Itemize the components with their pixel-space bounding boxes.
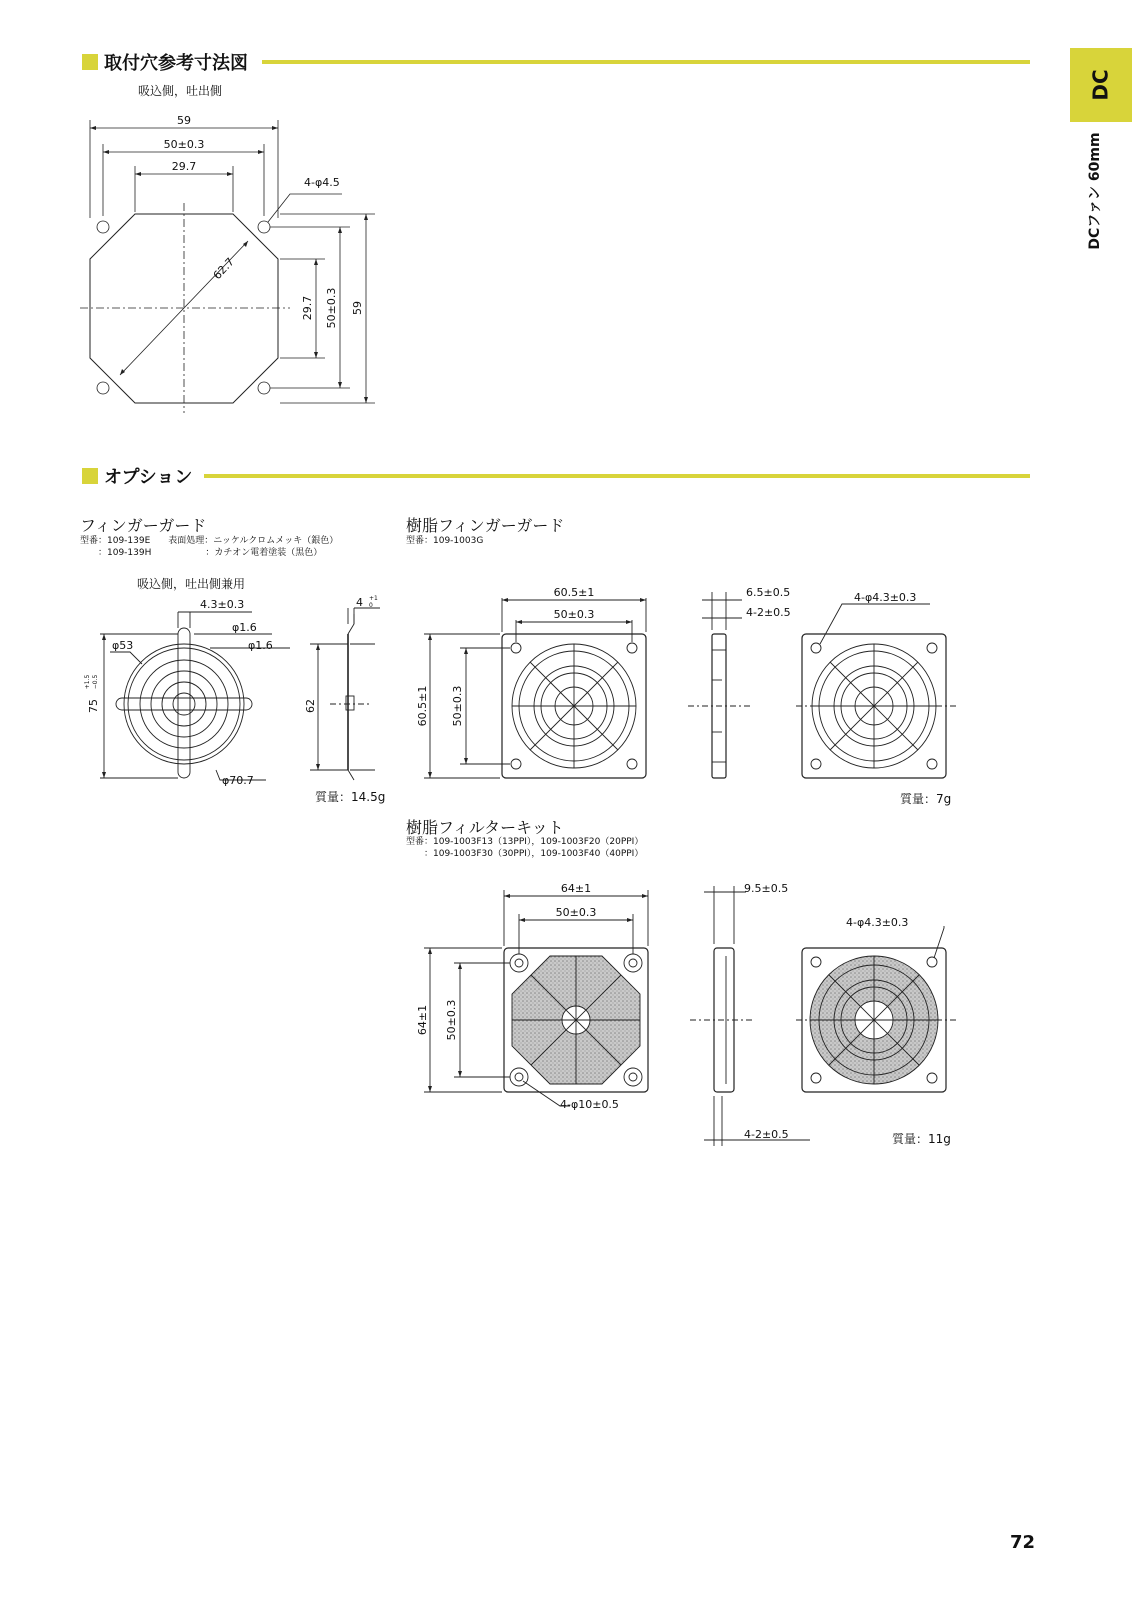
fg-dim-wire1: φ1.6 bbox=[232, 621, 257, 634]
section-rule bbox=[204, 474, 1030, 478]
section-header-mounting bbox=[82, 50, 248, 74]
finger-guard-drawing bbox=[80, 594, 400, 800]
fg-dim-ring: φ53 bbox=[112, 639, 134, 652]
fk-dim-thick: 9.5±0.5 bbox=[744, 882, 789, 895]
fg-dim-wire2: φ1.6 bbox=[248, 639, 273, 652]
fk-dim-outer-w: 64±1 bbox=[560, 882, 592, 895]
resin-guard-drawing bbox=[410, 580, 970, 790]
dim-flat-width: 29.7 bbox=[171, 160, 197, 173]
fg-dim-height: 75 bbox=[87, 699, 100, 713]
dim-pitch-width: 50±0.3 bbox=[163, 138, 205, 151]
filter-kit-model-1: 型番：109-1003F13（13PPI），109-1003F20（20PPI） bbox=[406, 837, 644, 847]
resin-guard-model: 型番：109-1003G bbox=[406, 536, 484, 546]
finger-guard-model-1: 型番：109-139E 表面処理：ニッケルクロムメッキ（銀色） bbox=[80, 536, 339, 546]
fg-dim-pitch: 4.3±0.3 bbox=[200, 598, 245, 611]
finger-guard-caption: 吸込側，吐出側兼用 bbox=[137, 577, 246, 591]
section-header-options bbox=[82, 464, 192, 488]
page-number: 72 bbox=[1010, 1532, 1036, 1553]
dim-flat-height: 29.7 bbox=[301, 295, 314, 321]
filter-kit-drawing bbox=[410, 876, 970, 1146]
filter-kit-title: 樹脂フィルターキット bbox=[406, 818, 564, 837]
dim-overall-height: 59 bbox=[351, 301, 364, 315]
fk-dim-thick2: 4-2±0.5 bbox=[744, 1128, 789, 1141]
fg-dim-tol-up: +1.5 bbox=[84, 674, 91, 690]
rg-dim-outer-h: 60.5±1 bbox=[416, 685, 429, 727]
finger-guard-title: フィンガーガード bbox=[80, 516, 207, 535]
rg-dim-pitch-w: 50±0.3 bbox=[553, 608, 595, 621]
finger-guard-mass: 質量：14.5g bbox=[315, 790, 386, 804]
rg-dim-thick: 6.5±0.5 bbox=[746, 586, 791, 599]
mounting-hole-drawing bbox=[80, 108, 380, 418]
section-rule bbox=[262, 60, 1030, 64]
fk-dim-holes: 4-φ4.3±0.3 bbox=[846, 916, 909, 929]
section-marker-icon bbox=[82, 54, 98, 70]
fg-dim-tol-dn: −0.5 bbox=[92, 674, 99, 690]
section-title: 取付穴参考寸法図 bbox=[104, 53, 248, 74]
rg-dim-thick2: 4-2±0.5 bbox=[746, 606, 791, 619]
fk-dim-corner-holes: 4-φ10±0.5 bbox=[560, 1098, 619, 1111]
dim-holes: 4-φ4.5 bbox=[304, 176, 340, 189]
fg-dim-side-h: 62 bbox=[304, 699, 317, 713]
dim-pitch-height: 50±0.3 bbox=[325, 287, 338, 329]
rg-dim-pitch-h: 50±0.3 bbox=[451, 685, 464, 727]
rg-dim-outer-w: 60.5±1 bbox=[553, 586, 595, 599]
rg-dim-holes: 4-φ4.3±0.3 bbox=[854, 591, 917, 604]
resin-guard-mass: 質量：7g bbox=[900, 792, 952, 806]
dim-diagonal: 62.7 bbox=[210, 255, 237, 283]
fg-dim-side-t-up: +1 bbox=[369, 595, 378, 602]
mounting-caption: 吸込側，吐出側 bbox=[138, 84, 223, 98]
fg-dim-side-t-dn: 0 bbox=[369, 602, 373, 609]
section-marker-icon bbox=[82, 468, 98, 484]
fk-dim-pitch-h: 50±0.3 bbox=[445, 999, 458, 1041]
side-sub-label: DCファン 60mm bbox=[1087, 132, 1103, 250]
filter-kit-mass: 質量：11g bbox=[892, 1132, 951, 1146]
finger-guard-model-2: ：109-139H ：カチオン電着塗装（黒色） bbox=[80, 548, 323, 558]
dim-overall-width: 59 bbox=[177, 114, 191, 127]
fg-dim-outer: φ70.7 bbox=[222, 774, 254, 787]
fk-dim-pitch-w: 50±0.3 bbox=[555, 906, 597, 919]
side-tab bbox=[1070, 48, 1132, 122]
section-title: オプション bbox=[104, 467, 193, 488]
side-tab-label: DC bbox=[1089, 69, 1113, 101]
filter-kit-model-2: ：109-1003F30（30PPI），109-1003F40（40PPI） bbox=[406, 849, 644, 859]
fg-dim-side-t: 4 bbox=[356, 596, 363, 609]
resin-guard-title: 樹脂フィンガーガード bbox=[406, 516, 565, 535]
fk-dim-outer-h: 64±1 bbox=[416, 1004, 429, 1036]
